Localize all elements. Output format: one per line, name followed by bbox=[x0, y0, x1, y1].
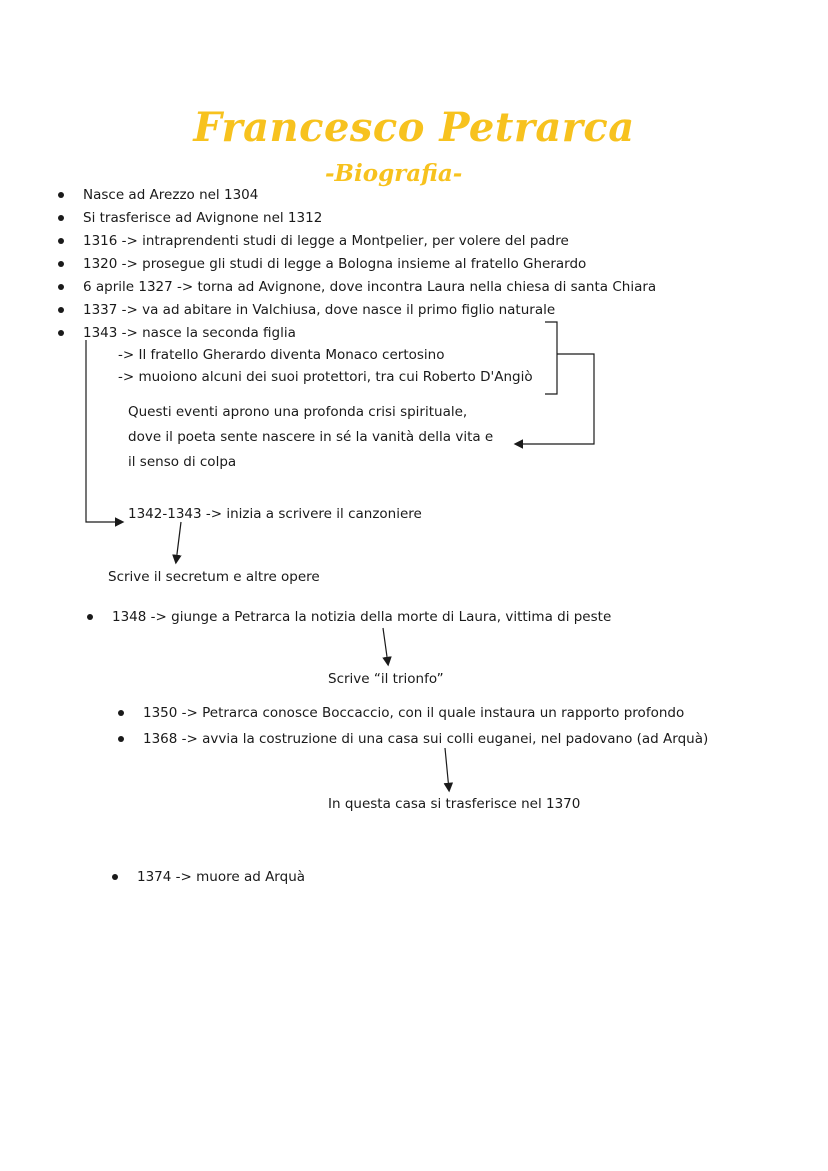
crisis-line-1: Questi eventi aprono una profonda crisi spirituale, bbox=[128, 404, 468, 420]
arrow-trionfo bbox=[383, 628, 388, 664]
bullet-1327: 6 aprile 1327 -> torna ad Avignone, dove incontra Laura nella chiesa di santa Chiara bbox=[83, 279, 657, 295]
canzoniere-line: 1342-1343 -> inizia a scrivere il canzoniere bbox=[128, 506, 422, 522]
trionfo-line: Scrive “il trionfo” bbox=[328, 671, 444, 687]
arrow-secretum bbox=[176, 522, 181, 562]
bullet-1368: 1368 -> avvia la costruzione di una casa sui colli euganei, nel padovano (ad Arquà) bbox=[143, 731, 709, 747]
arrow-casa bbox=[445, 748, 449, 790]
crisis-line-3: il senso di colpa bbox=[128, 454, 237, 470]
page-title: Francesco Petrarca bbox=[193, 104, 635, 151]
bullet-1316: 1316 -> intraprendenti studi di legge a Montpelier, per volere del padre bbox=[83, 233, 569, 249]
sub-protettori: -> muoiono alcuni dei suoi protettori, tra cui Roberto D'Angiò bbox=[118, 369, 533, 385]
bullet-1350: 1350 -> Petrarca conosce Boccaccio, con il quale instaura un rapporto profondo bbox=[143, 705, 685, 721]
bracket-1343 bbox=[545, 322, 557, 394]
bullet-1374: 1374 -> muore ad Arquà bbox=[137, 869, 306, 885]
bullet-avignone: Si trasferisce ad Avignone nel 1312 bbox=[83, 210, 323, 226]
sub-gherardo: -> Il fratello Gherardo diventa Monaco certosino bbox=[118, 347, 445, 363]
bullet-1348: 1348 -> giunge a Petrarca la notizia della morte di Laura, vittima di peste bbox=[112, 609, 612, 625]
arrow-canzoniere bbox=[86, 340, 122, 522]
bullet-1320: 1320 -> prosegue gli studi di legge a Bologna insieme al fratello Gherardo bbox=[83, 256, 587, 272]
bullet-1343: 1343 -> nasce la seconda figlia bbox=[83, 325, 296, 341]
page-subtitle: -Biografia- bbox=[325, 160, 463, 187]
casa-line: In questa casa si trasferisce nel 1370 bbox=[328, 796, 581, 812]
secretum-line: Scrive il secretum e altre opere bbox=[108, 569, 320, 585]
bullet-1337: 1337 -> va ad abitare in Valchiusa, dove nasce il primo figlio naturale bbox=[83, 302, 556, 318]
arrow-crisis bbox=[516, 354, 594, 444]
crisis-line-2: dove il poeta sente nascere in sé la vanità della vita e bbox=[128, 429, 494, 445]
bullet-birth: Nasce ad Arezzo nel 1304 bbox=[83, 187, 259, 203]
